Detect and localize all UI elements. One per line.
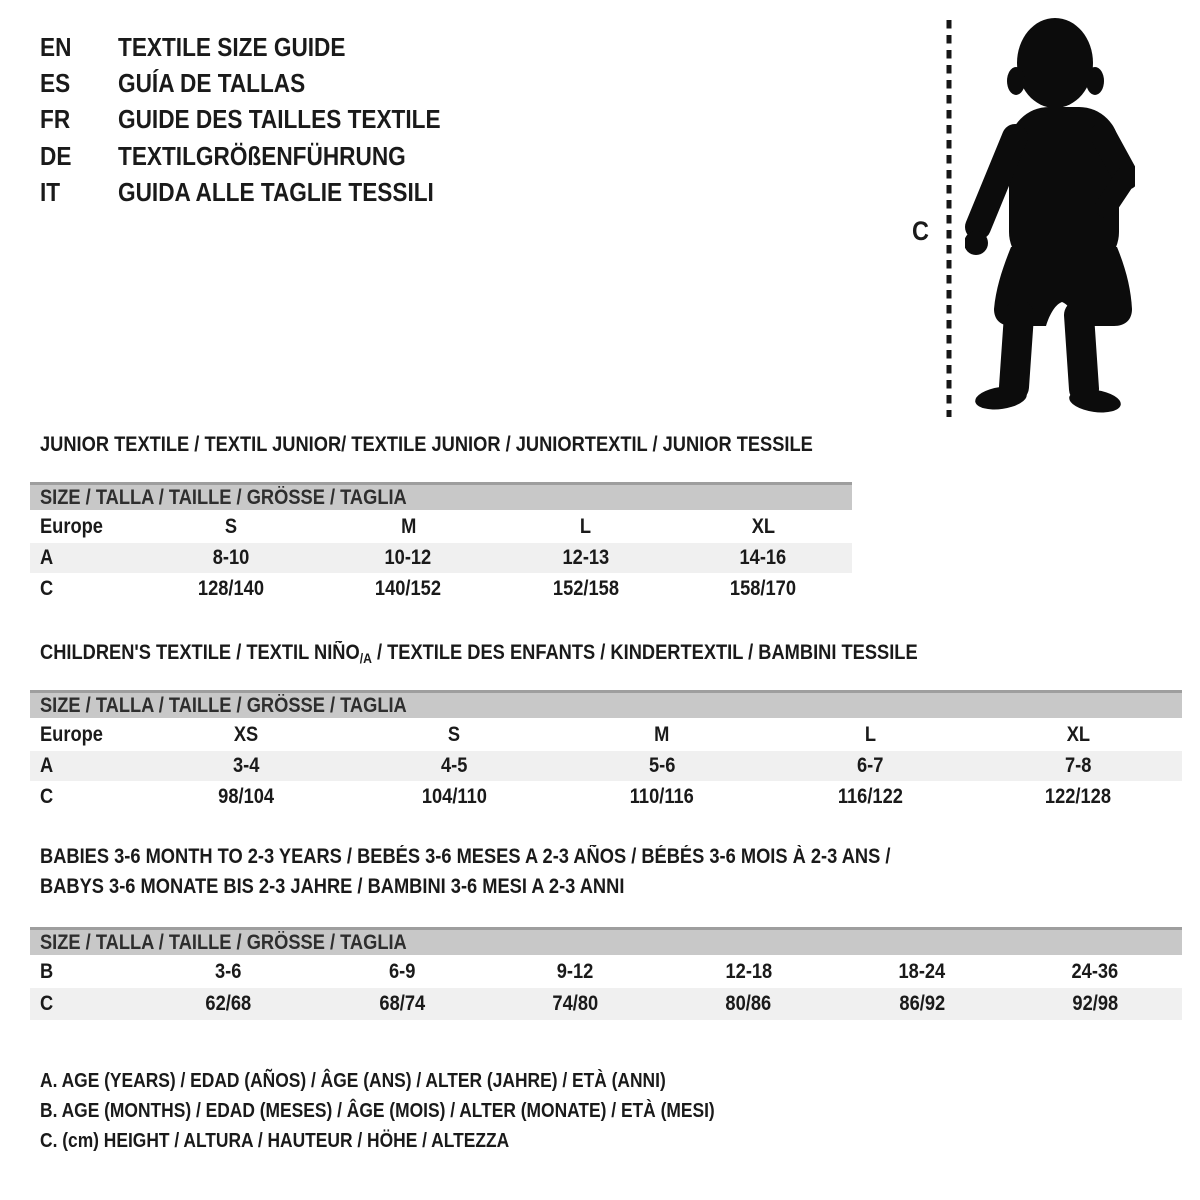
size-header-label: SIZE / TALLA / TAILLE / GRÖSSE / TAGLIA <box>40 693 407 717</box>
size-header-bar <box>30 690 1182 718</box>
toddler-silhouette-icon <box>965 15 1135 415</box>
size-cell: 74/80 <box>552 992 599 1015</box>
size-cell: 6-7 <box>856 754 884 777</box>
table-row-height <box>30 781 1182 813</box>
size-cell: 4-5 <box>440 754 468 777</box>
size-header-label: SIZE / TALLA / TAILLE / GRÖSSE / TAGLIA <box>40 930 407 954</box>
size-cell: 62/68 <box>205 992 252 1015</box>
language-label: GUIDA ALLE TAGLIE TESSILI <box>118 177 434 208</box>
size-header-label: SIZE / TALLA / TAILLE / GRÖSSE / TAGLIA <box>40 485 407 509</box>
row-label: A <box>40 754 54 777</box>
babies-size-table <box>30 927 1182 1020</box>
legend <box>40 1066 816 1156</box>
children-section-title <box>40 641 1049 670</box>
size-cell: 8-10 <box>212 546 250 569</box>
size-cell: 104/110 <box>421 785 487 808</box>
language-row <box>40 29 489 65</box>
children-size-table <box>30 690 1182 813</box>
size-cell: 92/98 <box>1072 992 1119 1015</box>
size-header-bar <box>30 482 852 510</box>
size-cell: 80/86 <box>725 992 772 1015</box>
size-cell: 9-12 <box>557 959 594 983</box>
language-label: TEXTILGRÖßENFÜHRUNG <box>118 140 406 171</box>
row-label: C <box>40 785 54 808</box>
babies-title-line1: BABIES 3-6 MONTH TO 2-3 YEARS / BEBÉS 3-6 MESES A 2-3 AÑOS / BÉBÉS 3-6 MOIS À 2-3 ANS / <box>40 845 891 868</box>
size-cell: 6-9 <box>388 959 416 983</box>
size-cell: 5-6 <box>648 754 676 777</box>
legend-line-c: C. (cm) HEIGHT / ALTURA / HAUTEUR / HÖHE / ALTEZZA <box>40 1129 510 1152</box>
table-row-europe <box>30 510 852 543</box>
size-column-header: L <box>864 722 876 746</box>
language-row <box>40 65 489 101</box>
junior-section-title: JUNIOR TEXTILE / TEXTIL JUNIOR/ TEXTILE JUNIOR / JUNIORTEXTIL / JUNIOR TESSILE <box>40 433 813 456</box>
legend-line-b: B. AGE (MONTHS) / EDAD (MESES) / ÂGE (MOIS) / ALTER (MONATE) / ETÀ (MESI) <box>40 1099 715 1122</box>
size-column-header: M <box>400 514 416 538</box>
junior-size-table <box>30 482 852 605</box>
language-row <box>40 102 489 138</box>
table-row-age <box>30 543 852 573</box>
size-column-header: L <box>580 514 592 538</box>
row-label: C <box>40 577 54 600</box>
size-cell: 24-36 <box>1071 959 1119 983</box>
size-cell: 110/116 <box>629 785 695 808</box>
size-column-header: XL <box>1066 722 1090 746</box>
size-header-bar <box>30 927 1182 955</box>
table-row-height <box>30 988 1182 1020</box>
size-cell: 122/128 <box>1044 785 1112 808</box>
size-cell: 7-8 <box>1064 754 1092 777</box>
size-cell: 128/140 <box>197 577 264 600</box>
size-cell: 12-18 <box>725 959 773 983</box>
language-code: DE <box>40 140 72 171</box>
size-cell: 12-13 <box>562 546 610 569</box>
size-cell: 86/92 <box>899 992 945 1015</box>
size-cell: 10-12 <box>384 546 432 569</box>
children-title-prefix: CHILDREN'S TEXTILE / TEXTIL NIÑO <box>40 641 360 664</box>
size-cell: 116/122 <box>837 785 903 808</box>
language-code: FR <box>40 104 71 135</box>
babies-section-title <box>40 842 1018 902</box>
table-row-age-months <box>30 955 1182 988</box>
table-row-age <box>30 751 1182 781</box>
row-label: C <box>40 992 54 1015</box>
children-title-subscript: /A <box>359 650 372 666</box>
size-cell: 140/152 <box>375 577 442 600</box>
size-column-header: M <box>654 722 670 746</box>
size-cell: 68/74 <box>379 992 425 1015</box>
row-label: Europe <box>40 514 103 538</box>
language-list <box>40 29 489 211</box>
language-label: GUIDE DES TAILLES TEXTILE <box>118 104 441 135</box>
language-label: TEXTILE SIZE GUIDE <box>118 31 346 62</box>
language-code: ES <box>40 68 71 99</box>
legend-line-a: A. AGE (YEARS) / EDAD (AÑOS) / ÂGE (ANS) / ALTER (JAHRE) / ETÀ (ANNI) <box>40 1069 666 1092</box>
table-row-europe <box>30 718 1182 751</box>
size-column-header: XL <box>751 514 775 538</box>
height-measure-line <box>946 20 952 417</box>
size-column-header: XS <box>233 722 259 746</box>
table-row-height <box>30 573 852 605</box>
row-label: Europe <box>40 722 103 746</box>
language-label: GUÍA DE TALLAS <box>118 68 306 99</box>
babies-title-line2: BABYS 3-6 MONATE BIS 2-3 JAHRE / BAMBINI 3-6 MESI A 2-3 ANNI <box>40 875 625 898</box>
size-cell: 98/104 <box>218 785 274 808</box>
size-column-header: S <box>224 514 237 538</box>
size-cell: 3-4 <box>232 754 260 777</box>
language-row <box>40 138 489 174</box>
row-label: B <box>40 959 54 983</box>
size-column-header: S <box>447 722 461 746</box>
language-code: IT <box>40 177 61 208</box>
size-cell: 158/170 <box>730 577 797 600</box>
language-row <box>40 175 489 211</box>
language-code: EN <box>40 31 72 62</box>
size-cell: 152/158 <box>552 577 619 600</box>
size-cell: 18-24 <box>898 959 946 983</box>
children-title-suffix: / TEXTILE DES ENFANTS / KINDERTEXTIL / BAMBINI TESSILE <box>371 641 918 664</box>
row-label: A <box>40 546 54 569</box>
height-measure-label: C <box>912 216 929 246</box>
size-cell: 3-6 <box>215 959 242 983</box>
size-cell: 14-16 <box>739 546 787 569</box>
